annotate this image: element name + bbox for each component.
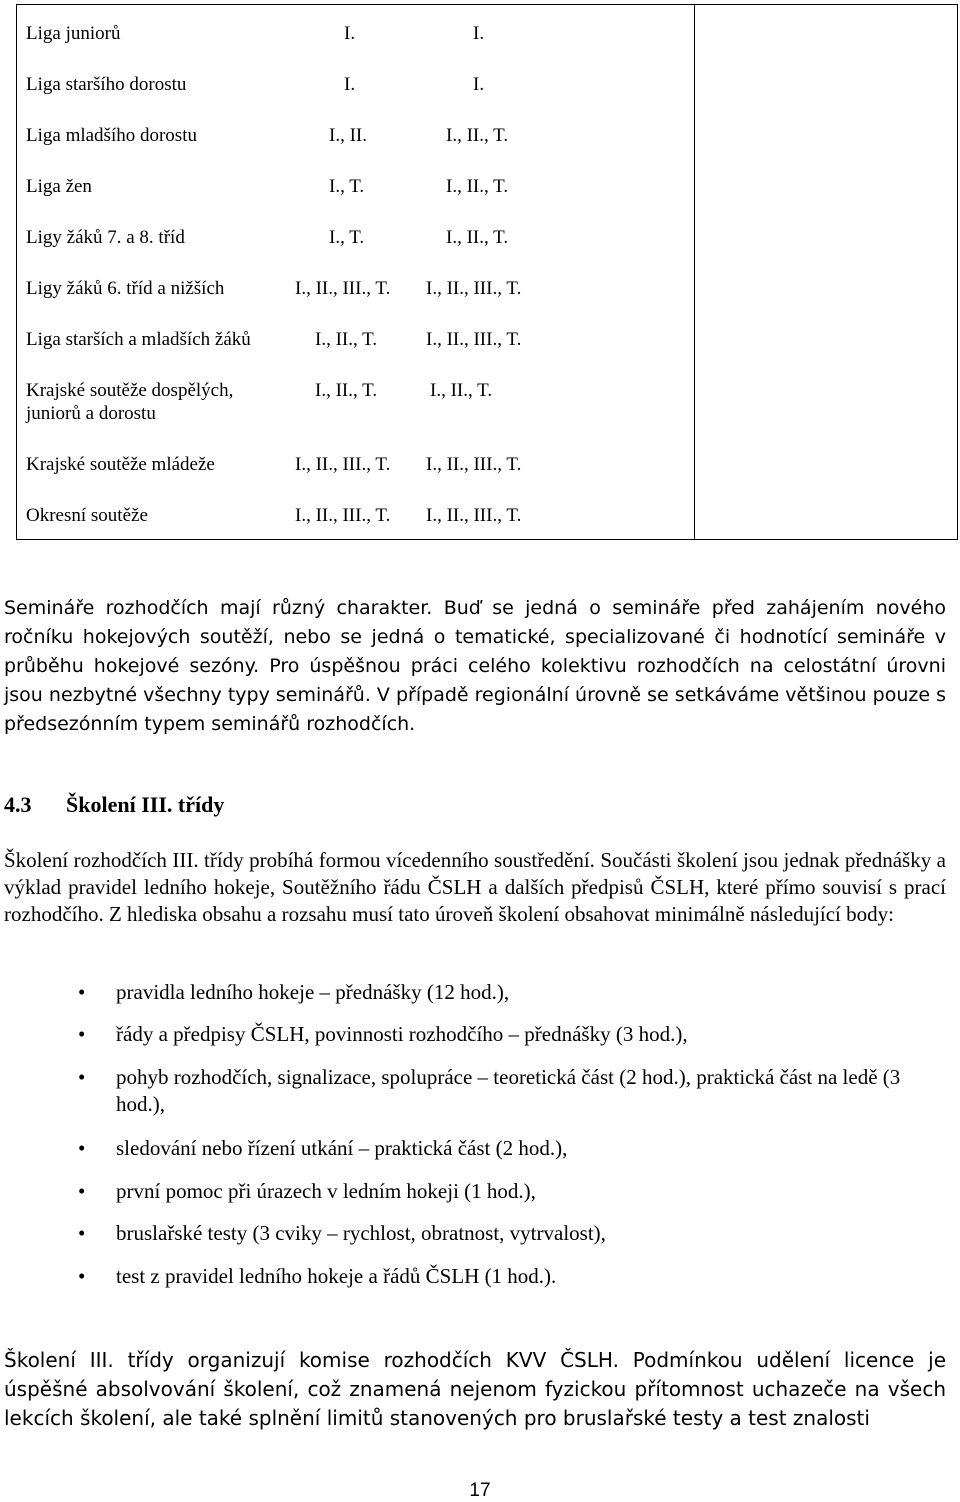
table-cell-a: I. (344, 74, 356, 95)
table-column-divider (694, 5, 695, 539)
paragraph-training-content: Školení rozhodčích III. třídy probíhá formou vícedenního soustředění. Součásti školení jsou jednak přednášky a výklad pravidel ledního hokeje, Soutěžního řádu ČSLH a dalších předpisů ČSLH, které přímo souvisí s prací rozhodčího. Z hlediska obsahu a rozsahu musí tato úroveň školení obsahovat minimálně následující body: (4, 848, 946, 926)
table-cell-b: I., II., T. (446, 176, 509, 197)
section-number: 4.3 (4, 792, 32, 817)
table-cell-category: Krajské soutěže mládeže (26, 454, 215, 475)
table-cell-category: Ligy žáků 7. a 8. tříd (26, 227, 185, 248)
table-cell-category: Krajské soutěže dospělých, juniorů a dorostu (26, 380, 234, 424)
table-cell-a: I., II., III., T. (295, 278, 391, 299)
table-cell-b: I., II., T. (446, 227, 509, 248)
section-title: Školení III. třídy (66, 792, 225, 817)
bullet-icon: • (78, 1264, 86, 1288)
table-cell-b: I., II., III., T. (426, 278, 522, 299)
table-cell-a: I., II., T. (315, 380, 378, 401)
section-heading (4, 792, 224, 818)
table-cell-category: Liga starších a mladších žáků (26, 329, 251, 350)
table-cell-category: Liga mladšího dorostu (26, 125, 197, 146)
table-cell-a: I., II. (329, 125, 367, 146)
bullet-icon: • (78, 1065, 86, 1089)
table-cell-a: I., II., III., T. (295, 454, 391, 475)
table-cell-category: Liga juniorů (26, 23, 121, 44)
table-cell-a: I. (344, 23, 356, 44)
bullet-icon: • (78, 980, 86, 1004)
table-cell-b: I., II., III., T. (426, 505, 522, 526)
bullet-icon: • (78, 1136, 86, 1160)
training-table (16, 4, 958, 540)
bullet-icon: • (78, 1179, 86, 1203)
page-number: 17 (469, 1480, 491, 1501)
table-cell-b: I., II., III., T. (426, 329, 522, 350)
table-cell-a: I., T. (329, 176, 365, 197)
table-cell-category: Liga žen (26, 176, 92, 197)
table-cell-a: I., II., T. (315, 329, 378, 350)
table-cell-category: Okresní soutěže (26, 505, 148, 526)
table-cell-b: I., II., T. (430, 380, 493, 401)
table-cell-category: Liga staršího dorostu (26, 74, 187, 95)
paragraph-organization: Školení III. třídy organizují komise rozhodčích KVV ČSLH. Podmínkou udělení licence je úspěšné absolvování školení, což znamená nejenom fyzickou přítomnost uchazeče na všech lekcích školení, ale také splnění limitů stanovených pro bruslařské testy a test znalosti (4, 1348, 946, 1430)
table-cell-b: I. (473, 74, 485, 95)
table-cell-a: I., T. (329, 227, 365, 248)
bullet-icon: • (78, 1022, 86, 1046)
table-cell-category: Ligy žáků 6. tříd a nižších (26, 278, 225, 299)
table-cell-b: I., II., T. (446, 125, 509, 146)
paragraph-seminars: Semináře rozhodčích mají různý charakter. Buď se jedná o semináře před zahájením nového ročníku hokejových soutěží, nebo se jedná o tematické, specializované či hodnotící semináře v průběhu hokejové sezóny. Pro úspěšnou práci celého kolektivu rozhodčích na celostátní úrovni jsou nezbytné všechny typy seminářů. V případě regionální úrovně se setkáváme většinou pouze s předsezónním typem seminářů rozhodčích. (4, 597, 946, 735)
table-cell-a: I., II., III., T. (295, 505, 391, 526)
document-page: Liga juniorů I. I. Liga staršího dorostu I. I. Liga mladšího dorostu I., II. I., II., T. Liga žen I., T. I., II., T. Ligy žáků 7. a 8. tříd I., T. I., II., T. Ligy žáků 6. tříd a nižších I., II., III., T. I., II., III., T. Liga starších a mladších žáků I., II., T. I., II., III., T. Krajské soutěže dospělých, juniorů a dorostu I., II., T. I., II., T. Krajské soutěže mládeže I., II., III., T. I., II., III., T. Okresní soutěže I., II., III., T. I., II., III., T. Semináře rozhodčích mají různý charakter. Buď se jedná o semináře před zahájením nového ročníku hokejových soutěží, nebo se jedná o tematické, specializované či hodnotící semináře v průběhu hokejové sezóny. Pro úspěšnou práci celého kolektivu rozhodčích na celostátní úrovni jsou nezbytné všechny typy seminářů. V případě regionální úrovně se setkáváme většinou pouze s předsezónním typem seminářů rozhodčích. 4.3 Školení III. třídy Školení rozhodčích III. třídy probíhá formou vícedenního soustředění. Součásti školení jsou jednak přednášky a výklad pravidel ledního hokeje, Soutěžního řádu ČSLH a dalších předpisů ČSLH, které přímo souvisí s prací rozhodčího. Z hlediska obsahu a rozsahu musí tato úroveň školení obsahovat minimálně následující body: • pravidla ledního hokeje – přednášky (12 hod.), • řády a předpisy ČSLH, povinnosti rozhodčího – přednášky (3 hod.), • pohyb rozhodčích, signalizace, spolupráce – teoretická část (2 hod.), praktická část na ledě (3 hod.), • sledování nebo řízení utkání – praktická část (2 hod.), • první pomoc při úrazech v ledním hokeji (1 hod.), • bruslařské testy (3 cviky – rychlost, obratnost, vytrvalost), • test z pravidel ledního hokeje a řádů ČSLH (1 hod.). Školení III. třídy organizují komise rozhodčích KVV ČSLH. Podmínkou udělení licence je úspěšné absolvování školení, což znamená nejenom fyzickou přítomnost uchazeče na všech lekcích školení, ale také splnění limitů stanovených pro bruslařské testy a test znalosti 17 (0, 0, 960, 1501)
bullet-icon: • (78, 1221, 86, 1245)
table-cell-b: I. (473, 23, 485, 44)
table-cell-b: I., II., III., T. (426, 454, 522, 475)
